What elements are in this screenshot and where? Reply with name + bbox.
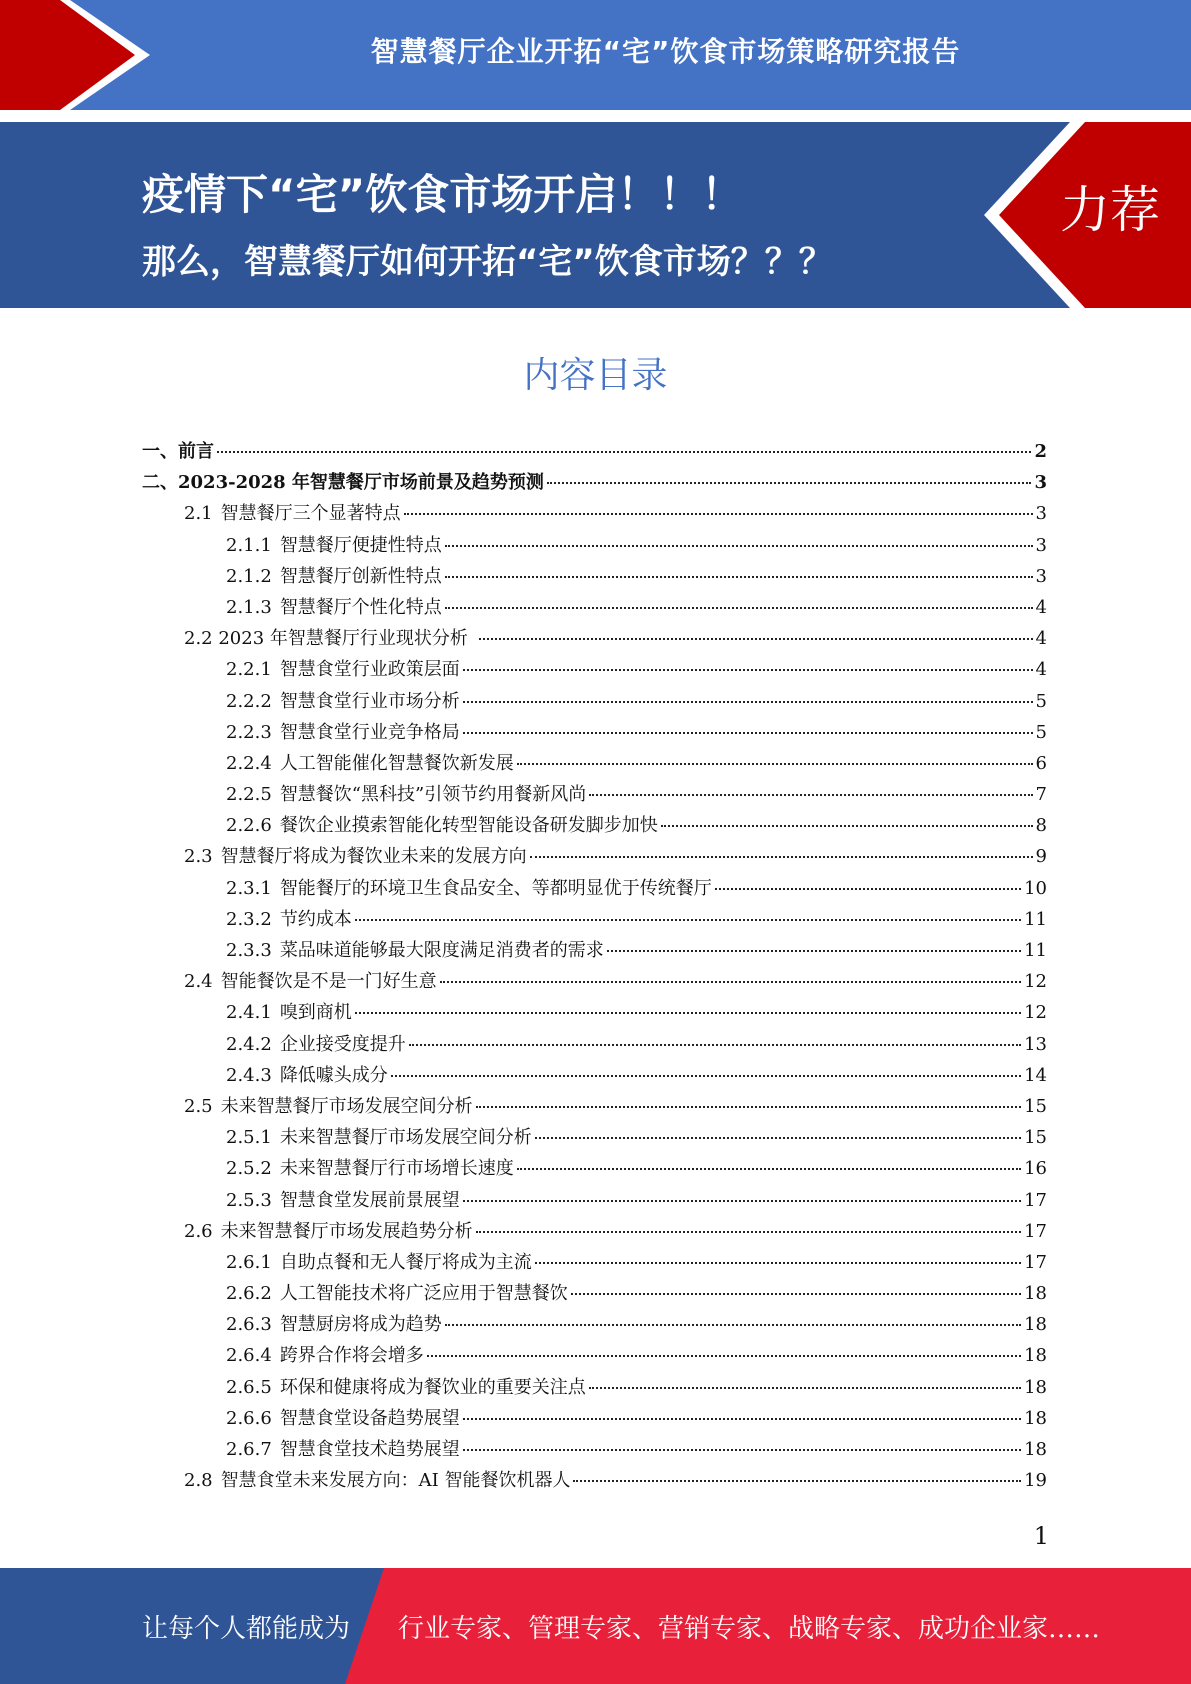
toc-entry[interactable] [142,654,1047,685]
toc-entry-page: 12 [1024,971,1047,993]
toc-entry-text: 企业接受度提升 [279,1033,406,1055]
toc-entry-page: 17 [1024,1220,1047,1242]
toc-entry-text: 智慧食堂技术趋势展望 [279,1439,460,1460]
toc-entry-number: 2.6.5 [226,1376,272,1398]
toc-entry[interactable] [142,1309,1047,1340]
toc-entry-number: 2.6.1 [226,1251,272,1273]
toc-entry-number: 2.5 [184,1095,213,1117]
toc-entry[interactable] [142,498,1047,529]
toc-entry-number: 2.1.2 [226,565,272,587]
toc-entry-page: 18 [1024,1439,1047,1460]
toc-entry-text: 智慧餐厅便捷性特点 [279,534,442,556]
toc-entry-number: 2.3.3 [226,940,272,961]
toc-entry-number: 2.4.1 [226,1002,272,1024]
toc-entry[interactable] [142,841,1047,872]
toc-entry-number: 2.5.2 [226,1158,272,1180]
toc-entry[interactable] [142,592,1047,623]
toc-entry-page: 5 [1035,721,1047,743]
toc-entry-text: 自助点餐和无人餐厅将成为主流 [279,1251,532,1273]
toc-entry[interactable] [142,1403,1047,1434]
toc-dot-leader [607,950,1021,952]
toc-entry-text: 智慧食堂行业市场分析 [279,690,460,712]
toc-entry-number: 2.3.1 [226,877,272,899]
toc-entry-number: 二、2023-2028 年智慧餐厅市场前景及趋势预测 [142,472,544,494]
toc-entry-text: 智慧餐厅个性化特点 [279,596,442,618]
toc-entry[interactable] [142,1153,1047,1184]
toc-entry-number: 2.2.6 [226,815,272,837]
toc-entry[interactable] [142,873,1047,904]
toc-entry[interactable] [142,748,1047,779]
toc-dot-leader [517,1168,1021,1170]
toc-entry-page: 6 [1035,752,1047,774]
toc-entry[interactable] [142,904,1047,935]
page-number: 1 [1033,1522,1049,1550]
toc-dot-leader [530,856,1033,858]
toc-dot-leader [571,1293,1021,1295]
toc-entry-page: 10 [1024,877,1047,899]
toc-entry-text: 降低噱头成分 [279,1064,388,1086]
toc-entry-page: 9 [1035,846,1047,868]
toc-entry-number: 2.5.3 [226,1189,272,1211]
toc-dot-leader [445,545,1033,547]
toc-entry-number: 2.2.2 [226,690,272,712]
toc-dot-leader [463,1418,1021,1420]
toc-dot-leader [476,1231,1021,1233]
toc-entry[interactable] [142,623,1047,654]
toc-entry-number: 2.2.4 [226,752,272,774]
top-banner [0,0,1191,110]
toc-dot-leader [476,1106,1021,1108]
toc-entry-text: 未来智慧餐厅市场发展趋势分析 [220,1220,473,1242]
toc-entry[interactable] [142,1091,1047,1122]
toc-entry[interactable] [142,1434,1047,1465]
toc-entry-text: 智慧厨房将成为趋势 [279,1314,442,1336]
toc-dot-leader [463,701,1033,703]
toc-entry-text: 智能餐厅的环境卫生食品安全、等都明显优于传统餐厅 [279,877,712,899]
toc-entry-text: 未来智慧餐厅行市场增长速度 [279,1158,514,1180]
toc-entry-text: 智慧餐厅将成为餐饮业未来的发展方向 [220,846,527,868]
toc-dot-leader [463,669,1033,671]
toc-entry-page: 15 [1024,1095,1047,1117]
toc-dot-leader [547,482,1032,484]
toc-entry-text: 未来智慧餐厅市场发展空间分析 [279,1127,532,1149]
toc-dot-leader [573,1480,1021,1482]
toc-entry-text: 智慧食堂未来发展方向：AI 智能餐饮机器人 [220,1470,571,1492]
toc-dot-leader [404,513,1033,515]
toc-entry-text: 智慧餐厅三个显著特点 [220,503,401,525]
toc-entry-number: 2.2 2023 年智慧餐厅行业现状分析 [184,628,468,650]
headline-primary: 疫情下“宅”饮食市场开启！！！ [142,170,744,219]
toc-entry-number: 2.6.2 [226,1283,272,1305]
toc-entry[interactable] [142,1465,1047,1496]
toc-dot-leader [463,732,1033,734]
report-title: 智慧餐厅企业开拓“宅”饮食市场策略研究报告 [370,35,961,68]
toc-entry[interactable] [142,467,1047,498]
toc-entry-text: 跨界合作将会增多 [279,1345,424,1367]
toc-entry[interactable] [142,1372,1047,1403]
toc-entry-page: 5 [1035,690,1047,712]
toc-entry-number: 2.6 [184,1220,213,1242]
toc-entry-number: 2.3 [184,846,213,868]
toc-entry-text: 智慧食堂行业竞争格局 [279,721,460,743]
toc-entry-number: 2.4 [184,971,213,993]
toc-entry[interactable] [142,561,1047,592]
toc-entry-number: 2.2.1 [226,659,272,681]
toc-entry-page: 3 [1034,472,1047,494]
toc-entry-text: 节约成本 [279,908,352,930]
toc-entry-page: 11 [1024,908,1047,930]
toc-entry-page: 8 [1035,815,1047,837]
toc-entry[interactable] [142,436,1047,467]
toc-entry-page: 4 [1035,628,1047,650]
toc-dot-leader [445,1324,1021,1326]
toc-entry-number: 2.8 [184,1470,213,1492]
headline-banner [0,122,1191,308]
toc-entry[interactable] [142,1216,1047,1247]
toc-entry-text: 智慧食堂发展前景展望 [279,1189,460,1211]
toc-entry-page: 17 [1024,1189,1047,1211]
toc-dot-leader [391,1075,1021,1077]
toc-entry-page: 2 [1034,441,1047,462]
toc-entry-page: 17 [1024,1251,1047,1273]
toc-dot-leader [661,825,1033,827]
toc-entry[interactable] [142,997,1047,1028]
table-of-contents [142,436,1047,1496]
toc-entry-page: 15 [1024,1127,1047,1149]
toc-dot-leader [355,1012,1021,1014]
toc-entry-page: 18 [1024,1376,1047,1398]
toc-dot-leader [355,919,1021,921]
footer-banner [0,1568,1191,1684]
footer-slogan-left: 让每个人都能成为 [142,1613,351,1644]
toc-entry-number: 2.5.1 [226,1127,272,1149]
toc-entry-number: 2.6.7 [226,1439,272,1460]
toc-entry-number: 2.6.4 [226,1345,272,1367]
toc-entry[interactable] [142,1278,1047,1309]
recommend-badge: 力荐 [1060,181,1160,239]
toc-entry-page: 16 [1024,1158,1047,1180]
toc-entry[interactable] [142,717,1047,748]
toc-entry[interactable] [142,1185,1047,1216]
toc-entry-page: 18 [1024,1283,1047,1305]
toc-entry[interactable] [142,1340,1047,1371]
toc-entry-page: 3 [1035,565,1047,587]
toc-entry-number: 2.3.2 [226,908,272,930]
headline-secondary: 那么，智慧餐厅如何开拓“宅”饮食市场？？？ [142,242,833,282]
toc-dot-leader [440,981,1021,983]
toc-entry-text: 智慧餐饮“黑科技”引领节约用餐新风尚 [279,784,587,806]
toc-entry[interactable] [142,810,1047,841]
toc-entry-number: 2.6.6 [226,1407,272,1429]
toc-entry-page: 4 [1035,659,1047,681]
toc-entry-number: 2.2.3 [226,721,272,743]
toc-entry-text: 智慧餐厅创新性特点 [279,565,442,587]
toc-dot-leader [589,1387,1021,1389]
toc-dot-leader [589,794,1032,796]
toc-entry-page: 19 [1024,1470,1047,1492]
toc-entry-number: 2.2.5 [226,784,272,806]
toc-entry-text: 菜品味道能够最大限度满足消费者的需求 [279,940,604,961]
toc-entry[interactable] [142,966,1047,997]
toc-entry-page: 18 [1024,1407,1047,1429]
toc-entry-page: 3 [1035,534,1047,556]
toc-entry[interactable] [142,686,1047,717]
toc-entry-number: 2.1 [184,503,213,525]
toc-entry-text: 人工智能技术将广泛应用于智慧餐饮 [279,1283,568,1305]
toc-dot-leader [517,763,1033,765]
toc-entry[interactable] [142,779,1047,810]
toc-entry-page: 12 [1024,1002,1047,1024]
toc-entry-page: 11 [1024,940,1047,961]
toc-entry[interactable] [142,1060,1047,1091]
toc-dot-leader [479,638,1033,640]
toc-dot-leader [535,1137,1021,1139]
toc-entry-page: 18 [1024,1345,1047,1367]
toc-dot-leader [217,451,1031,453]
toc-dot-leader [463,1449,1021,1451]
toc-entry-text: 未来智慧餐厅市场发展空间分析 [220,1095,473,1117]
toc-entry-text: 环保和健康将成为餐饮业的重要关注点 [279,1376,586,1398]
toc-dot-leader [463,1200,1021,1202]
toc-entry-number: 一、前言 [142,441,214,462]
toc-entry-text: 人工智能催化智慧餐饮新发展 [279,752,514,774]
toc-entry[interactable] [142,1029,1047,1060]
toc-entry-number: 2.6.3 [226,1314,272,1336]
toc-entry-page: 14 [1024,1064,1047,1086]
toc-entry-page: 18 [1024,1314,1047,1336]
footer-slogan-right: 行业专家、管理专家、营销专家、战略专家、成功企业家…… [398,1613,1101,1644]
toc-dot-leader [535,1262,1021,1264]
toc-dot-leader [409,1044,1021,1046]
toc-entry-page: 13 [1024,1033,1047,1055]
toc-entry-text: 智慧食堂行业政策层面 [279,659,460,681]
toc-entry-page: 4 [1035,596,1047,618]
toc-entry[interactable] [142,935,1047,966]
toc-title: 内容目录 [523,355,668,396]
toc-entry-text: 智慧食堂设备趋势展望 [279,1407,460,1429]
toc-dot-leader [715,888,1021,890]
toc-entry-text: 嗅到商机 [279,1002,352,1024]
toc-entry-text: 餐饮企业摸索智能化转型智能设备研发脚步加快 [279,815,658,837]
toc-entry[interactable] [142,530,1047,561]
toc-dot-leader [445,607,1033,609]
toc-entry-page: 7 [1035,784,1047,806]
toc-dot-leader [427,1355,1021,1357]
toc-entry-number: 2.1.3 [226,596,272,618]
toc-entry-text: 智能餐饮是不是一门好生意 [220,971,437,993]
toc-entry[interactable] [142,1247,1047,1278]
toc-entry-number: 2.1.1 [226,534,272,556]
toc-dot-leader [445,576,1033,578]
toc-entry-number: 2.4.2 [226,1033,272,1055]
toc-entry-number: 2.4.3 [226,1064,272,1086]
toc-entry[interactable] [142,1122,1047,1153]
toc-entry-page: 3 [1035,503,1047,525]
red-chevron-decoration [0,0,150,110]
